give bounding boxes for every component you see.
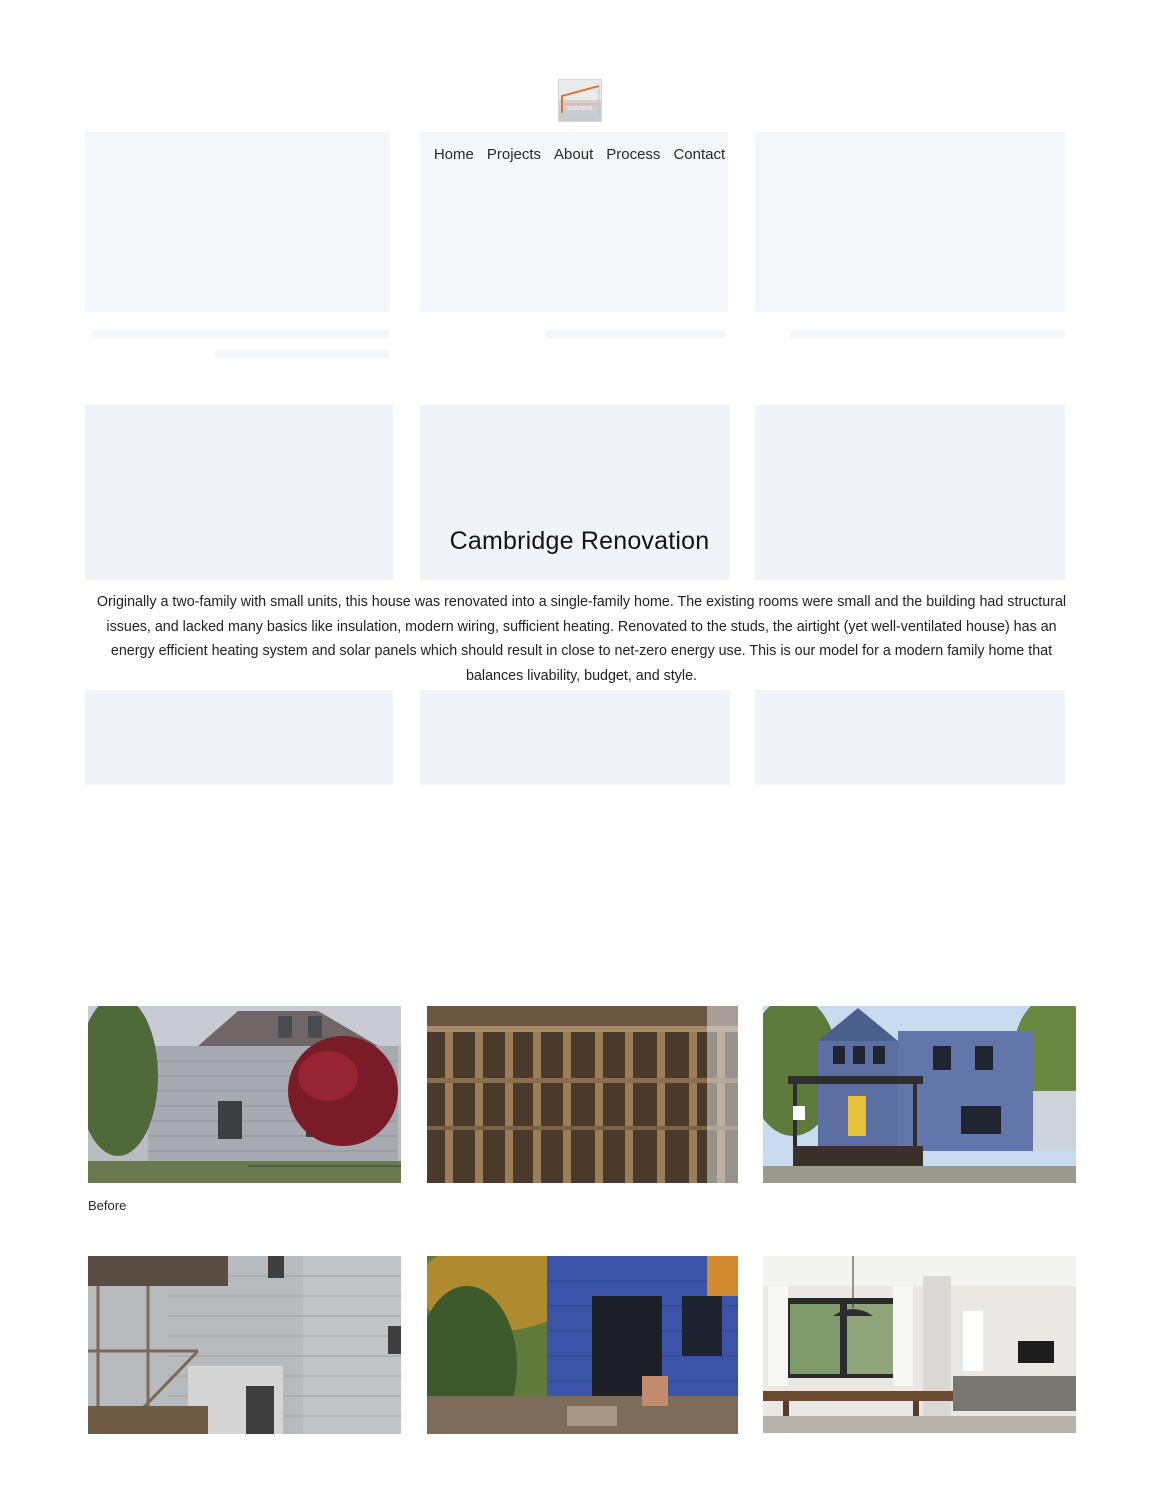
photo-caption: Before <box>88 1198 127 1213</box>
gallery-photo-2[interactable] <box>427 1006 738 1183</box>
logo-wordmark: SOAPBOX <box>567 106 593 112</box>
nav-projects[interactable]: Projects <box>486 146 542 163</box>
gallery-photo-3[interactable] <box>763 1006 1076 1183</box>
gallery-photo-6[interactable] <box>763 1256 1076 1433</box>
gallery-photo-4[interactable] <box>88 1256 401 1434</box>
project-title: Cambridge Renovation <box>449 527 710 555</box>
nav-about[interactable]: About <box>554 146 594 163</box>
house-outline-logo-icon <box>559 80 602 122</box>
nav-contact[interactable]: Contact <box>673 146 726 163</box>
project-description: Originally a two-family with small units, this house was renovated into a single-family home. The existing rooms were small and the building had structural issues, and lacked many basics like insulation, modern wiring, sufficient heating. Renovated to the studs, the airtight (yet well-ventilated house) has an energy efficient heating system and solar panels which should result in close to net-zero energy use. This is our model for a modern family home that balances livability, budget, and style. <box>96 594 1067 684</box>
gallery-photo-1[interactable] <box>88 1006 401 1183</box>
nav-home[interactable]: Home <box>433 146 474 163</box>
gallery-photo-5[interactable] <box>427 1256 738 1434</box>
main-nav <box>0 146 1159 163</box>
nav-process[interactable]: Process <box>606 146 661 163</box>
site-logo[interactable] <box>558 79 602 122</box>
